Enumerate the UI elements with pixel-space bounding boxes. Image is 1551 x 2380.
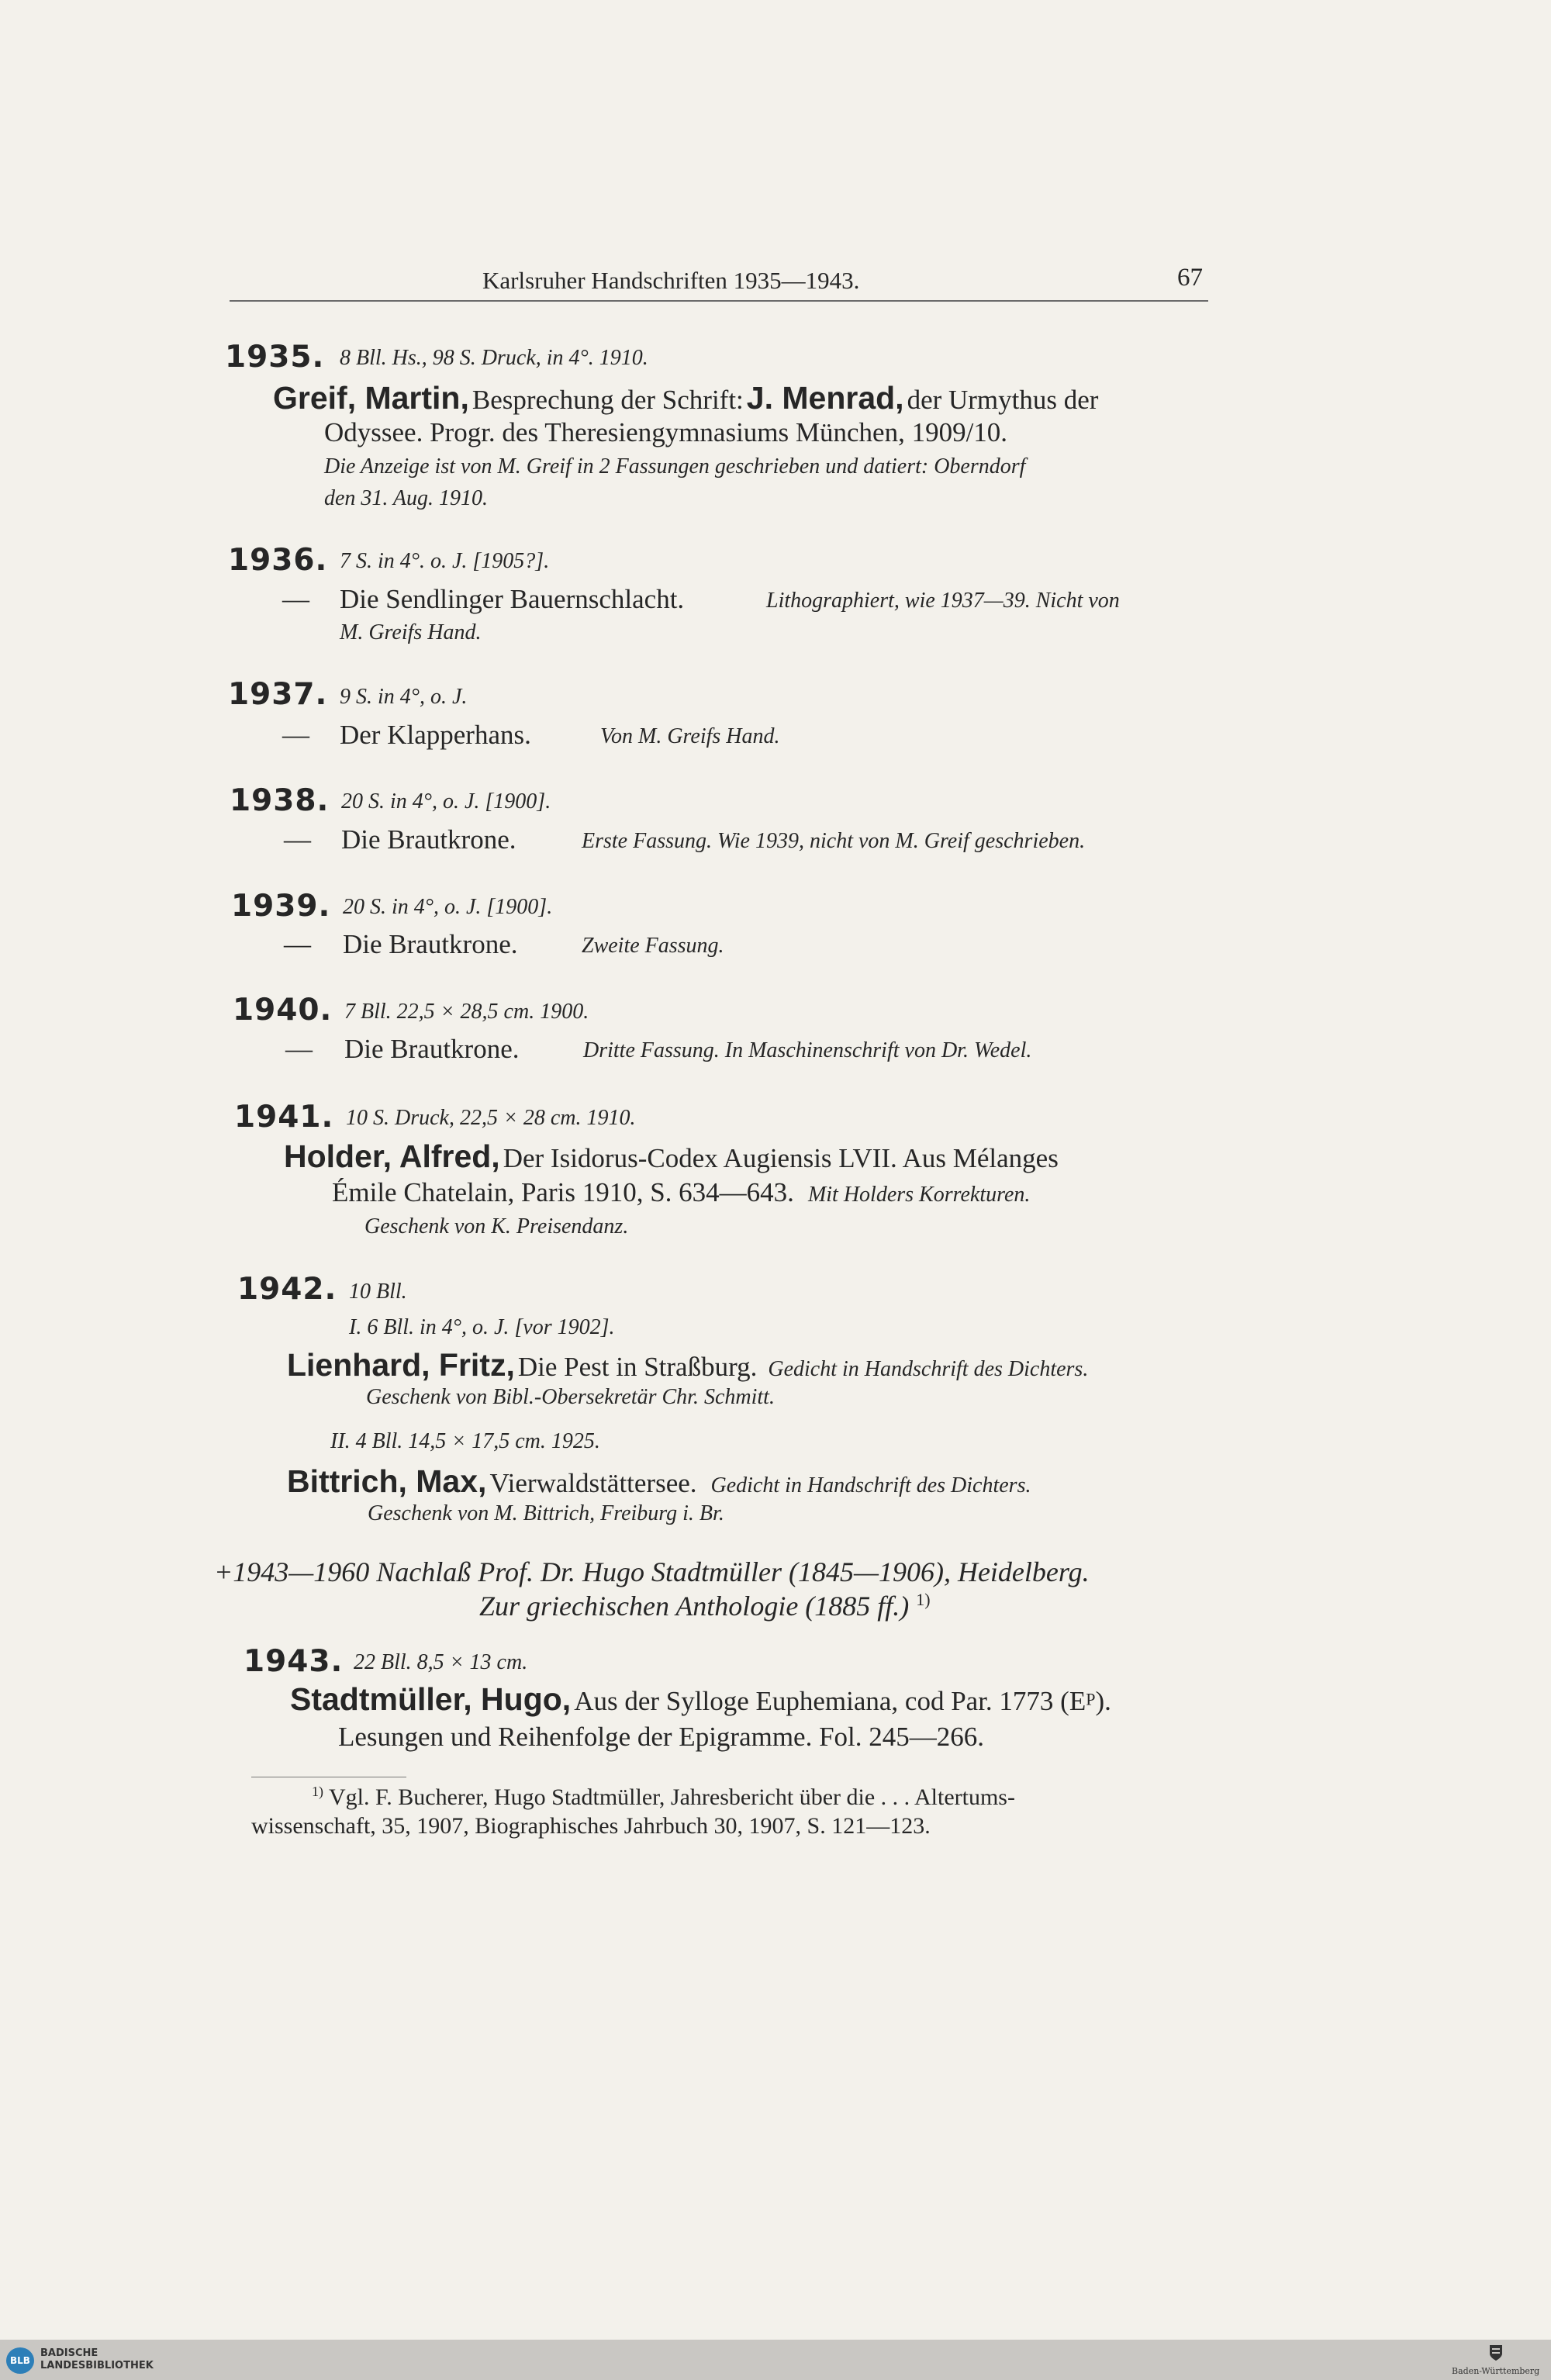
entry-number-1936: 1936. — [228, 543, 328, 578]
running-title: Karlsruher Handschriften 1935—1943. — [482, 267, 860, 294]
library-logo-icon: BLB — [6, 2347, 34, 2374]
entry-note-1942a: Gedicht in Handschrift des Dichters. — [768, 1357, 1089, 1381]
nachlass-line-2 — [479, 1590, 931, 1622]
entry-title-1936: Die Sendlinger Bauernschlacht. — [340, 584, 685, 614]
footnote-line-2: wissenschaft, 35, 1907, Biographisches Jahrbuch 30, 1907, S. 121—123. — [251, 1813, 931, 1839]
entry-title-1938: Die Brautkrone. — [341, 824, 516, 855]
entry-note-1941a: Mit Holders Korrekturen. — [807, 1183, 1031, 1207]
entry-desc-1939: 20 S. in 4°, o. J. [1900]. — [343, 895, 553, 919]
library-name-line-1: BADISCHE — [40, 2347, 98, 2359]
author-holder: Holder, Alfred, — [284, 1138, 500, 1174]
entry-note-1940: Dritte Fassung. In Maschinenschrift von Dr. Wedel. — [583, 1038, 1032, 1062]
footnote-text-1: Vgl. F. Bucherer, Hugo Stadtmüller, Jahresbericht über die . . . Altertums- — [328, 1784, 1015, 1810]
entry-note-1938: Erste Fassung. Wie 1939, nicht von M. Greif geschrieben. — [582, 829, 1086, 853]
entry-gift-1942b: Geschenk von M. Bittrich, Freiburg i. Br. — [368, 1501, 724, 1525]
entry-title-1937: Der Klapperhans. — [340, 720, 531, 750]
entry-title-1942a: Die Pest in Straßburg. — [517, 1352, 758, 1382]
entry-gift-1942a: Geschenk von Bibl.-Obersekretär Chr. Schmitt. — [366, 1385, 775, 1409]
entry-number-1942: 1942. — [237, 1272, 337, 1307]
entry-number-1943: 1943. — [244, 1644, 344, 1679]
entry-title-1942b: Vierwaldstättersee. — [489, 1468, 697, 1498]
entry-text-1935c: Odyssee. Progr. des Theresiengymnasiums München, 1909/10. — [324, 417, 1008, 447]
entry-part1-desc-1942: I. 6 Bll. in 4°, o. J. [vor 1902]. — [349, 1315, 615, 1339]
library-name-line-2: LANDESBIBLIOTHEK — [40, 2360, 154, 2371]
entry-desc-1938: 20 S. in 4°, o. J. [1900]. — [341, 789, 551, 813]
nachlass-title: Zur griechischen Anthologie (1885 ff.) — [479, 1591, 910, 1622]
entry-note-1936a: Lithographiert, wie 1937—39. Nicht von — [766, 589, 1120, 613]
entry-note-1939: Zweite Fassung. — [582, 934, 724, 958]
entry-title-1940: Die Brautkrone. — [344, 1034, 520, 1064]
author-bittrich: Bittrich, Max, — [287, 1463, 487, 1499]
entry-text-1943b: Lesungen und Reihenfolge der Epigramme. Fol. 245—266. — [338, 1722, 985, 1752]
entry-text-1943a-end: ). — [1095, 1686, 1111, 1716]
entry-line-1941 — [284, 1138, 1059, 1175]
entry-text-1941a: Der Isidorus-Codex Augiensis LVII. Aus Mélanges — [503, 1143, 1059, 1173]
entry-dash-1940: — — [285, 1034, 313, 1064]
nachlass-line-1: +1943—1960 Nachlaß Prof. Dr. Hugo Stadtmüller (1845—1906), Heidelberg. — [214, 1556, 1090, 1587]
state-label: Baden-Württemberg — [1452, 2366, 1540, 2376]
entry-note-1941b: Geschenk von K. Preisendanz. — [364, 1214, 629, 1238]
author-stadtmueller: Stadtmüller, Hugo, — [290, 1681, 572, 1717]
entry-number-1937: 1937. — [228, 677, 328, 712]
author-lienhard: Lienhard, Fritz, — [287, 1347, 515, 1383]
footnote-line-1 — [312, 1784, 1015, 1811]
entry-line-1943a — [290, 1681, 1111, 1718]
entry-dash-1936: — — [282, 584, 309, 614]
entry-number-1940: 1940. — [233, 993, 333, 1028]
header-rule — [230, 300, 1208, 302]
entry-line-1942b — [287, 1463, 1031, 1500]
entry-text-1935b: der Urmythus der — [907, 385, 1099, 415]
page-number: 67 — [1177, 264, 1203, 292]
entry-desc-1937: 9 S. in 4°, o. J. — [340, 685, 468, 709]
entry-note-1937: Von M. Greifs Hand. — [600, 724, 780, 748]
author-menrad: J. Menrad, — [746, 380, 904, 416]
entry-dash-1938: — — [284, 824, 311, 855]
entry-dash-1937: — — [282, 720, 309, 750]
entry-line-1941b — [332, 1177, 1030, 1208]
entry-note-1936b: M. Greifs Hand. — [340, 620, 482, 644]
entry-desc-1942: 10 Bll. — [349, 1280, 407, 1304]
coat-of-arms-icon — [1489, 2344, 1503, 2361]
entry-line-1942a — [287, 1347, 1088, 1383]
entry-note-1935a: Die Anzeige ist von M. Greif in 2 Fassungen geschrieben und datiert: Oberndorf — [324, 454, 1026, 478]
entry-number-1935: 1935. — [225, 340, 325, 375]
entry-note-1935b: den 31. Aug. 1910. — [324, 486, 489, 510]
entry-desc-1936: 7 S. in 4°. o. J. [1905?]. — [340, 549, 550, 573]
entry-desc-1935: 8 Bll. Hs., 98 S. Druck, in 4°. 1910. — [340, 346, 648, 370]
entry-note-1942b: Gedicht in Handschrift des Dichters. — [710, 1473, 1031, 1497]
footnote-mark: 1) — [312, 1784, 323, 1799]
entry-number-1941: 1941. — [234, 1100, 334, 1135]
entry-desc-1940: 7 Bll. 22,5 × 28,5 cm. 1900. — [344, 1000, 589, 1024]
author-greif: Greif, Martin, — [273, 380, 469, 416]
entry-text-1935a: Besprechung der Schrift: — [472, 385, 744, 415]
entry-number-1938: 1938. — [230, 783, 330, 818]
entry-part2-desc-1942: II. 4 Bll. 14,5 × 17,5 cm. 1925. — [330, 1429, 600, 1453]
footer-bar — [0, 2340, 1551, 2380]
entry-desc-1943: 22 Bll. 8,5 × 13 cm. — [354, 1650, 528, 1674]
entry-text-1943a: Aus der Sylloge Euphemiana, cod Par. 1773 (E — [574, 1686, 1086, 1716]
entry-dash-1939: — — [284, 929, 311, 959]
library-name — [40, 2347, 154, 2372]
entry-text-1941b: Émile Chatelain, Paris 1910, S. 634—643. — [332, 1177, 794, 1207]
entry-line-1935 — [273, 380, 1098, 416]
nachlass-footnote-mark: 1) — [916, 1590, 931, 1609]
entry-title-1939: Die Brautkrone. — [343, 929, 518, 959]
entry-sup-1943: P — [1086, 1689, 1096, 1709]
entry-number-1939: 1939. — [231, 889, 331, 924]
entry-desc-1941: 10 S. Druck, 22,5 × 28 cm. 1910. — [346, 1106, 636, 1130]
